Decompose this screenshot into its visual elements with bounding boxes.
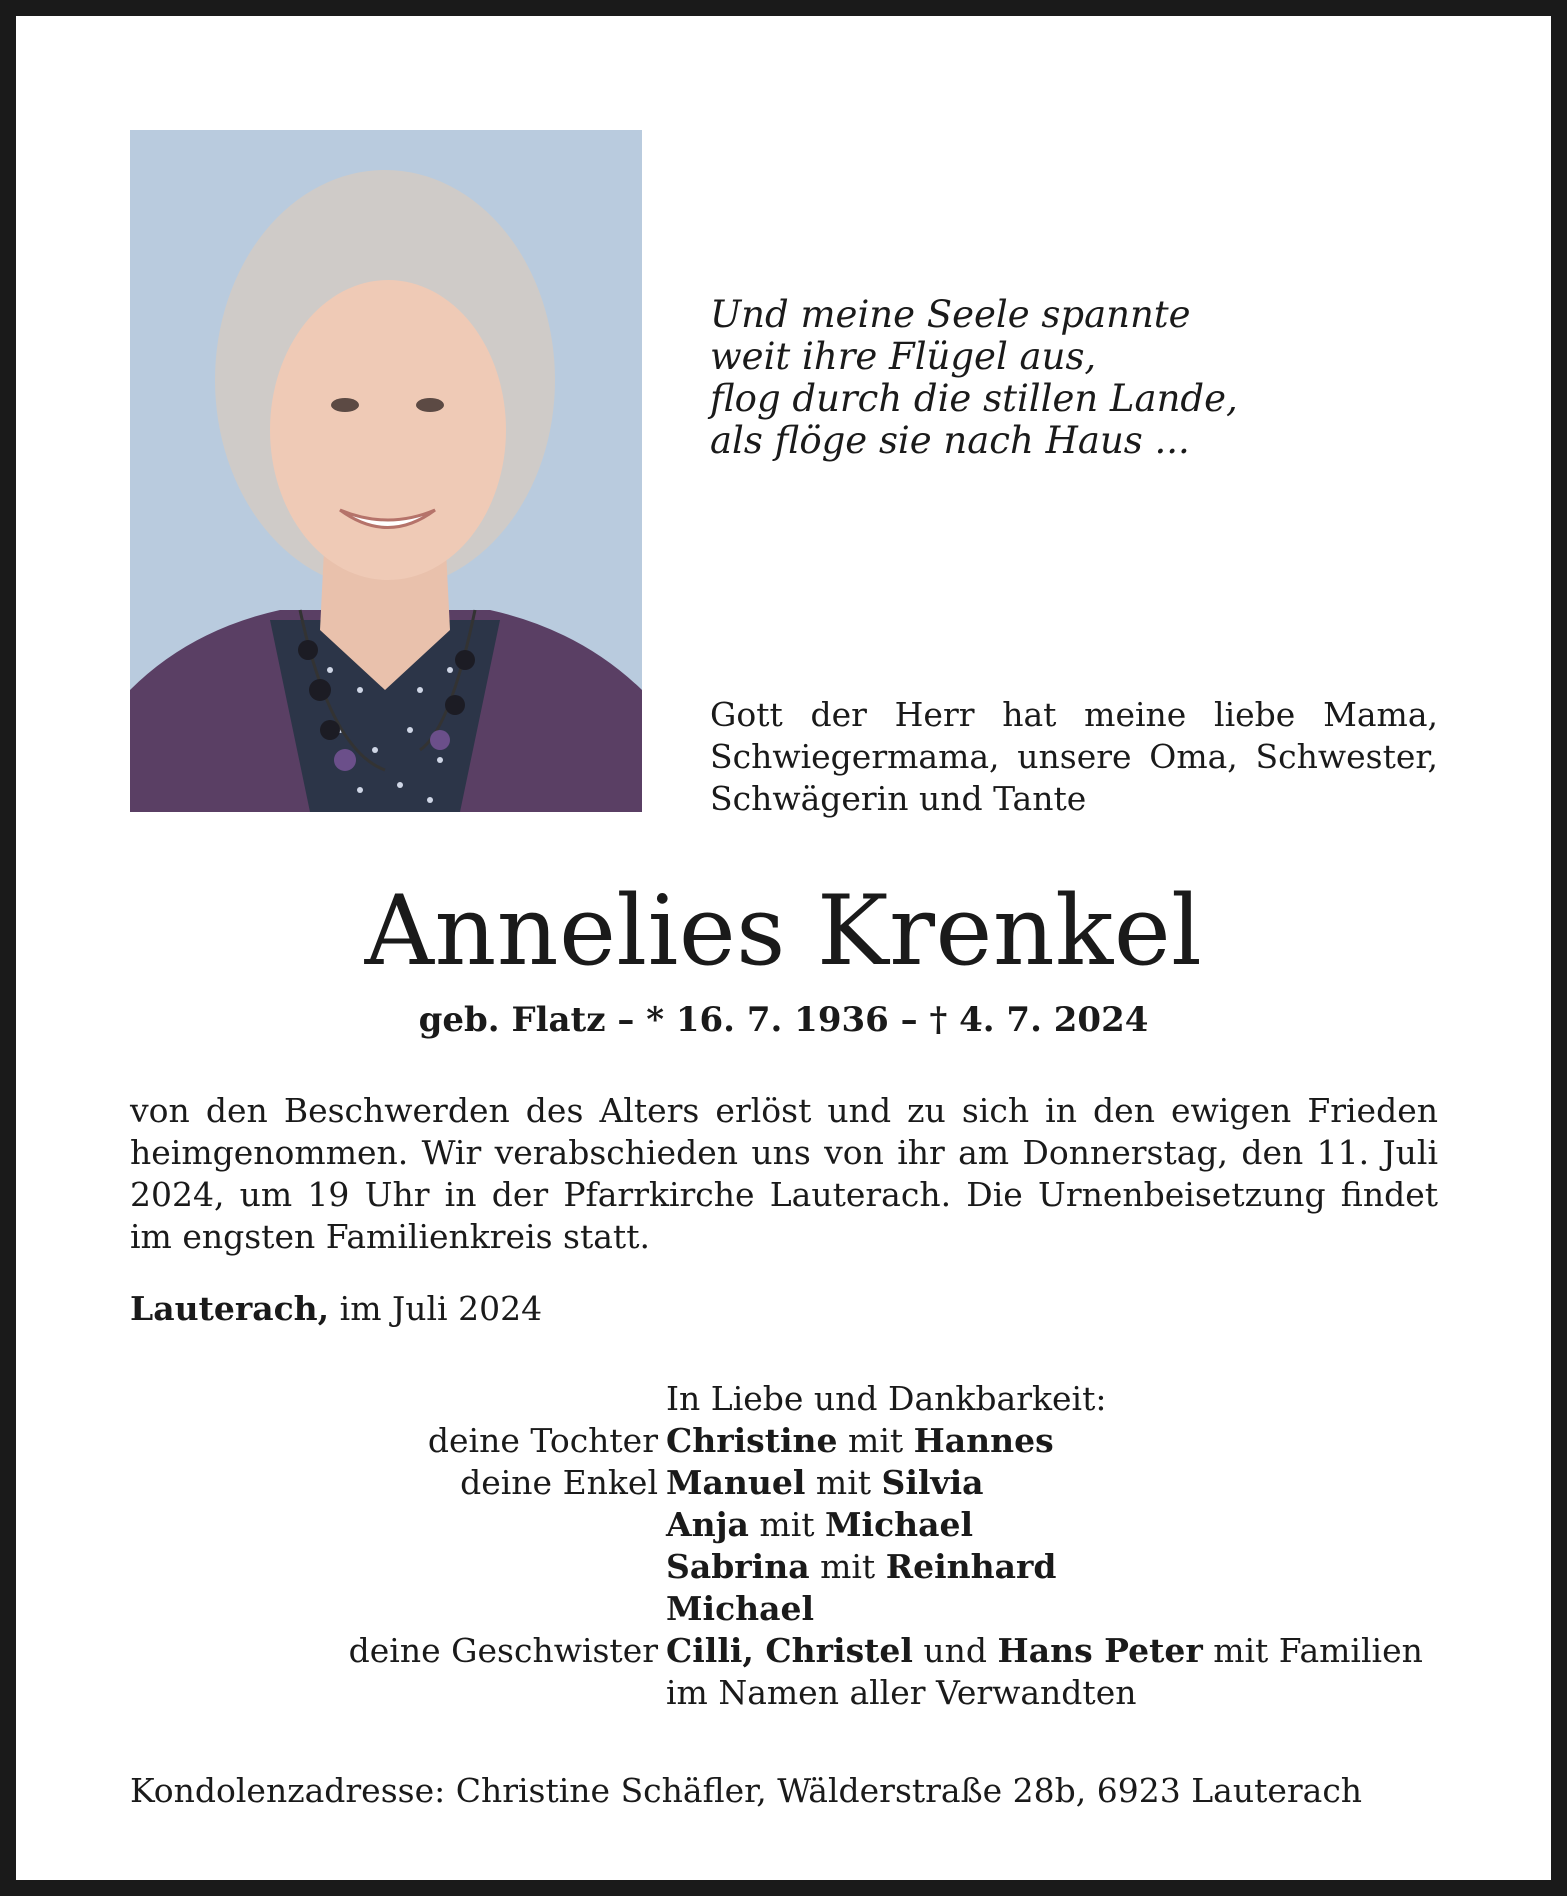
- mourner-names: [666, 1630, 1423, 1672]
- body-line: von den Beschwerden des Alters erlöst und zu sich in den ewigen Frieden: [130, 1091, 1438, 1130]
- mourner-names: [666, 1504, 973, 1546]
- portrait-illustration: [130, 130, 642, 812]
- mourner-name: Michael: [666, 1589, 815, 1628]
- mourner-names: [666, 1546, 1056, 1588]
- place-date: [130, 1288, 542, 1330]
- mourner-joiner: mit: [837, 1421, 914, 1460]
- place-month: im Juli 2024: [329, 1289, 543, 1328]
- intro-line: Schwägerin und Tante: [710, 779, 1087, 818]
- mourner-name: Michael: [825, 1505, 974, 1544]
- body-line: im engsten Familienkreis statt.: [130, 1217, 650, 1256]
- deceased-dates: geb. Flatz – * 16. 7. 1936 – † 4. 7. 2024: [418, 1000, 1149, 1040]
- mourner-joiner: mit: [805, 1463, 882, 1502]
- announcement-text: [130, 1090, 1438, 1258]
- intro-line: Gott der Herr hat meine liebe Mama,: [710, 695, 1438, 734]
- mourner-name: Manuel: [666, 1463, 806, 1502]
- mourner-name: Hans Peter: [997, 1631, 1203, 1670]
- condolence-address: Kondolenzadresse: Christine Schäfler, Wälderstraße 28b, 6923 Lauterach: [130, 1771, 1363, 1810]
- mourner-name: Sabrina: [666, 1547, 810, 1586]
- body-line: heimgenommen. Wir verabschieden uns von ihr am Donnerstag, den 11. Juli: [130, 1133, 1438, 1172]
- mourner-name: Hannes: [913, 1421, 1054, 1460]
- mourner-row-grandchild: [16, 1462, 1551, 1504]
- poem-line: flog durch die stillen Lande,: [710, 377, 1238, 420]
- mourner-row-grandchild: [16, 1504, 1551, 1546]
- mourner-joiner: und: [912, 1631, 998, 1670]
- mourner-row-grandchild: [16, 1546, 1551, 1588]
- mourner-row-daughter: [16, 1420, 1551, 1462]
- mourners-list: [16, 1378, 1551, 1714]
- mourners-heading: In Liebe und Dankbarkeit:: [666, 1379, 1107, 1418]
- mourners-closing-row: [16, 1672, 1551, 1714]
- body-line: 2024, um 19 Uhr in der Pfarrkirche Lauterach. Die Urnenbeisetzung findet: [130, 1175, 1438, 1214]
- mourner-name: Silvia: [881, 1463, 984, 1502]
- mourner-name: Christine: [666, 1421, 838, 1460]
- intro-text: [710, 694, 1438, 820]
- portrait-photo: [130, 130, 642, 812]
- poem-line: Und meine Seele spannte: [710, 293, 1191, 336]
- mourner-name: Cilli, Christel: [666, 1631, 913, 1670]
- mourner-name: Reinhard: [885, 1547, 1057, 1586]
- mourners-heading-row: [16, 1378, 1551, 1420]
- relation-label: deine Geschwister: [348, 1631, 658, 1670]
- mourner-names: [666, 1588, 814, 1630]
- mourner-names: [666, 1420, 1054, 1462]
- deceased-name: Annelies Krenkel: [364, 875, 1203, 987]
- poem: [710, 294, 1470, 462]
- mourner-row-siblings: [16, 1630, 1551, 1672]
- mourner-row-grandchild: [16, 1588, 1551, 1630]
- mourners-closing: im Namen aller Verwandten: [666, 1673, 1137, 1712]
- intro-line: Schwiegermama, unsere Oma, Schwester,: [710, 737, 1438, 776]
- mourner-joiner: mit: [809, 1547, 886, 1586]
- poem-line: weit ihre Flügel aus,: [710, 335, 1097, 378]
- mourner-name: Anja: [666, 1505, 749, 1544]
- mourner-names: [666, 1462, 984, 1504]
- mourner-suffix: mit Familien: [1202, 1631, 1423, 1670]
- poem-line: als flöge sie nach Haus ...: [710, 419, 1190, 462]
- mourner-joiner: mit: [748, 1505, 826, 1544]
- obituary-page: [16, 16, 1551, 1880]
- place-city: Lauterach,: [130, 1289, 330, 1328]
- relation-label: deine Enkel: [460, 1463, 658, 1502]
- relation-label: deine Tochter: [427, 1421, 658, 1460]
